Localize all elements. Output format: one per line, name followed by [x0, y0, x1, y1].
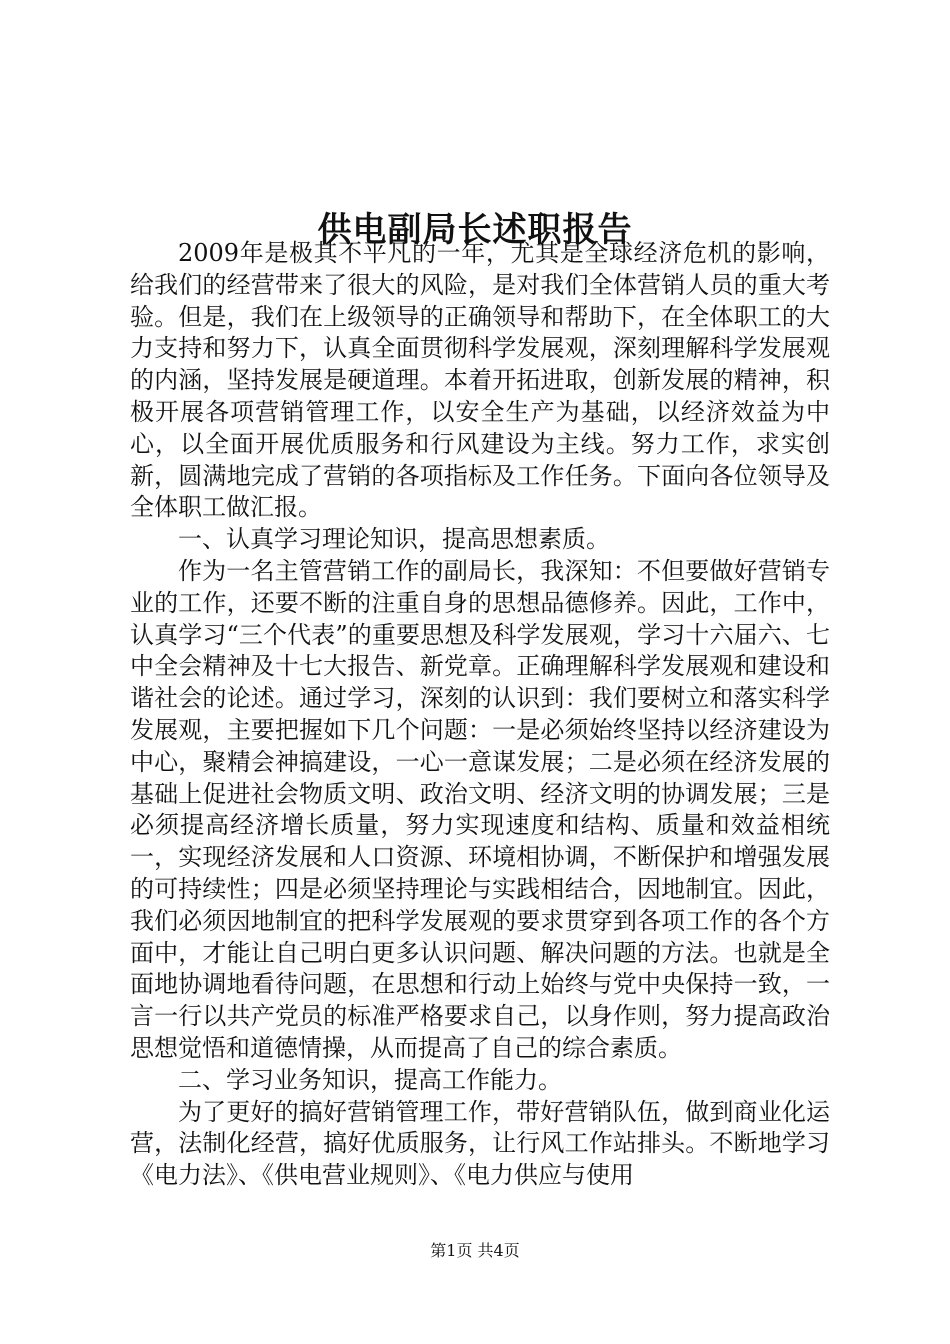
- document-body: [130, 238, 830, 1192]
- paragraph-section-2: 为了更好的搞好营销管理工作，带好营销队伍，做到商业化运营，法制化经营，搞好优质服务，让行风工作站排头。不断地学习《电力法》、《供电营业规则》、《电力供应与使用: [130, 1097, 830, 1190]
- page-number-footer: 第1页 共4页: [430, 1241, 520, 1260]
- section-heading-1: 一、认真学习理论知识，提高思想素质。: [178, 525, 610, 554]
- paragraph-intro: 2009年是极其不平凡的一年，尤其是全球经济危机的影响，给我们的经营带来了很大的风险，是对我们全体营销人员的重大考验。但是，我们在上级领导的正确领导和帮助下，在全体职工的大力支持和努力下，认真全面贯彻科学发展观，深刻理解科学发展观的内涵，坚持发展是硬道理。本着开拓进取，创新发展的精神，积极开展各项营销管理工作，以安全生产为基础，以经济效益为中心，以全面开展优质服务和行风建设为主线。努力工作，求实创新，圆满地完成了营销的各项指标及工作任务。下面向各位领导及全体职工做汇报。: [130, 239, 830, 522]
- section-heading-2: 二、学习业务知识，提高工作能力。: [178, 1065, 562, 1094]
- document-title: 供电副局长述职报告: [317, 209, 633, 250]
- paragraph-section-1: 作为一名主管营销工作的副局长，我深知：不但要做好营销专业的工作，还要不断的注重自身的思想品德修养。因此，工作中，认真学习“三个代表”的重要思想及科学发展观，学习十六届六、七中全会精神及十七大报告、新党章。正确理解科学发展观和建设和谐社会的论述。通过学习，深刻的认识到：我们要树立和落实科学发展观，主要把握如下几个问题：一是必须始终坚持以经济建设为中心，聚精会神搞建设，一心一意谋发展；二是必须在经济发展的基础上促进社会物质文明、政治文明、经济文明的协调发展；三是必须提高经济增长质量，努力实现速度和结构、质量和效益相统一，实现经济发展和人口资源、环境相协调，不断保护和增强发展的可持续性；四是必须坚持理论与实践相结合，因地制宜。因此，我们必须因地制宜的把科学发展观的要求贯穿到各项工作的各个方面中，才能让自己明白更多认识问题、解决问题的方法。也就是全面地协调地看待问题，在思想和行动上始终与党中央保持一致，一言一行以共产党员的标准严格要求自己，以身作则，努力提高政治思想觉悟和道德情操，从而提高了自己的综合素质。: [130, 556, 830, 1062]
